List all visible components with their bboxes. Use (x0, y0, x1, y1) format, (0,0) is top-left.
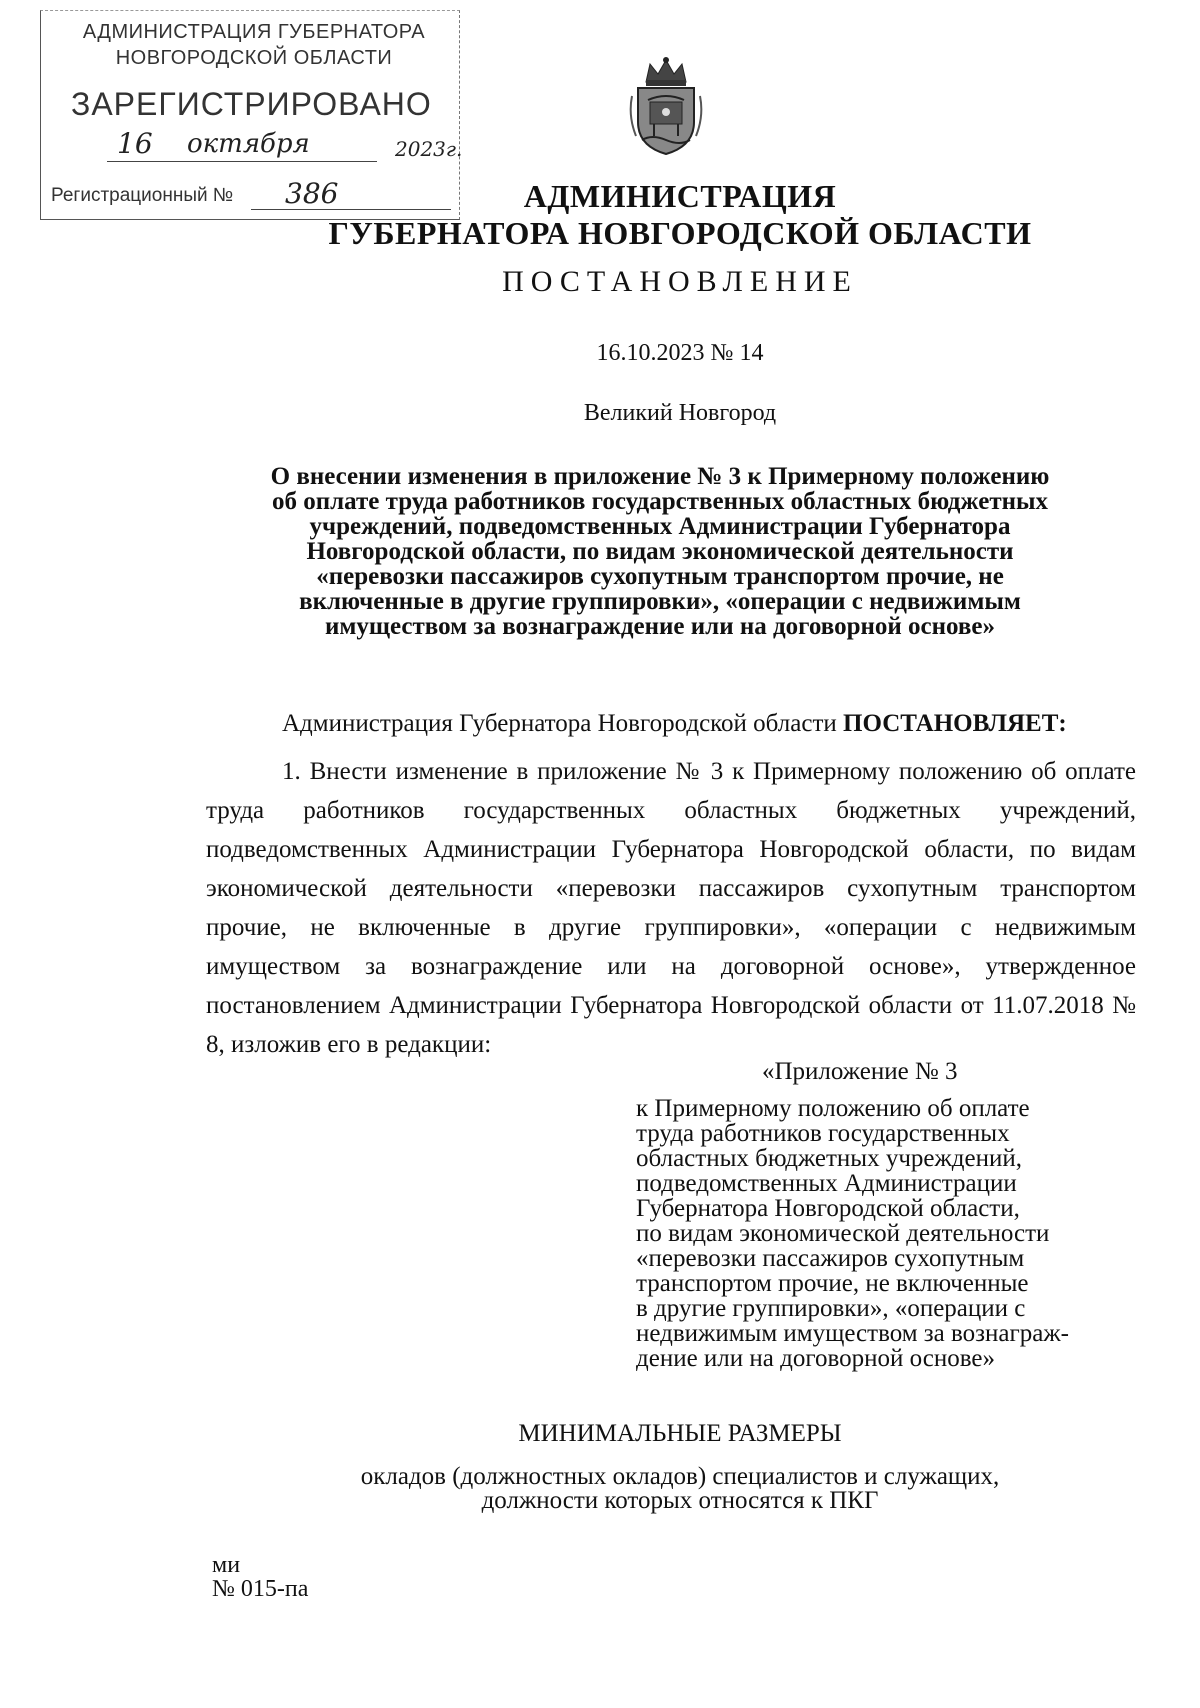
stamp-date (77, 123, 463, 165)
document-city: Великий Новгород (583, 400, 777, 426)
subject-line: об оплате труда работников государственных областных бюджетных (271, 488, 1049, 515)
appendix-line: областных бюджетных учреждений, (636, 1145, 1022, 1172)
issuer-title-line1: АДМИНИСТРАЦИЯ (523, 178, 837, 214)
subject-line: Новгородской области, по видам экономической деятельности (306, 538, 1014, 565)
stamp-registered: ЗАРЕГИСТРИРОВАНО (71, 86, 432, 122)
appendix-reference (636, 1096, 1116, 1371)
subject-line: О внесении изменения в приложение № 3 к Примерному положению (270, 463, 1050, 490)
appendix-title: «Приложение № 3 (762, 1058, 958, 1085)
section-title: МИНИМАЛЬНЫЕ РАЗМЕРЫ (518, 1420, 842, 1447)
document-date-number: 16.10.2023 № 14 (596, 340, 764, 366)
novgorod-coat-of-arms-icon (628, 56, 704, 156)
appendix-line: по видам экономической деятельности (636, 1220, 1050, 1247)
stamp-org-line2: НОВГОРОДСКОЙ ОБЛАСТИ (115, 47, 393, 69)
subject-line: учреждений, подведомственных Администрации Губернатора (309, 513, 1011, 540)
section-subtitle (80, 1465, 1200, 1513)
appendix-line: недвижимым имуществом за вознаграж- (636, 1320, 1069, 1347)
preamble-text: Администрация Губернатора Новгородской области (282, 710, 837, 737)
document-subject (210, 464, 1110, 639)
issuer-title-line2: ГУБЕРНАТОРА НОВГОРОДСКОЙ ОБЛАСТИ (328, 215, 1032, 251)
appendix-line: к Примерному положению об оплате (636, 1095, 1030, 1122)
subject-line: «перевозки пассажиров сухопутным транспортом прочие, не (316, 563, 1004, 590)
appendix-line: «перевозки пассажиров сухопутным (636, 1245, 1025, 1272)
footer-code: № 015-па (212, 1576, 309, 1602)
item-1-text: 1. Внести изменение в приложение № 3 к Примерному положению об оплате труда работников государственных областных бюджетных учреждений, подведомственных Администрации Губернатора Новгородской области, по видам экономической деятельности «перевозки пассажиров сухопутным транспортом прочие, не включенные в другие группировки», «операции с недвижимым имуществом за вознаграждение или на договорной основе», утвержденное постановлением Администрации Губернатора Новгородской области от 11.07.2018 № 8, изложив его в редакции: (206, 758, 1136, 1058)
subject-line: включенные в другие группировки», «операции с недвижимым (299, 588, 1021, 615)
footer-initials: ми (212, 1552, 241, 1578)
appendix-line: труда работников государственных (636, 1120, 1010, 1147)
section-subtitle-line: должности которых относятся к ПКГ (481, 1487, 879, 1514)
section-subtitle-line: окладов (должностных окладов) специалистов и служащих, (360, 1463, 1000, 1490)
appendix-line: транспортом прочие, не включенные (636, 1270, 1029, 1297)
appendix-line: Губернатора Новгородской области, (636, 1195, 1020, 1222)
stamp-org-line1: АДМИНИСТРАЦИЯ ГУБЕРНАТОРА (82, 21, 426, 43)
appendix-line: дение или на договорной основе» (636, 1345, 995, 1372)
stamp-month: октября (187, 129, 310, 159)
stamp-number: 386 (285, 177, 339, 210)
appendix-line: в другие группировки», «операции с (636, 1295, 1026, 1322)
stamp-year: 2023г. (395, 137, 463, 161)
stamp-number-label: Регистрационный № (51, 185, 234, 206)
stamp-underline (107, 161, 187, 162)
preamble (282, 710, 1067, 738)
appendix-line: подведомственных Администрации (636, 1170, 1017, 1197)
preamble-decree: ПОСТАНОВЛЯЕТ: (843, 710, 1067, 737)
document-type: ПОСТАНОВЛЕНИЕ (502, 265, 858, 298)
stamp-day: 16 (117, 127, 153, 160)
stamp-underline (177, 161, 377, 162)
subject-line: имуществом за вознаграждение или на договорной основе» (324, 613, 996, 640)
